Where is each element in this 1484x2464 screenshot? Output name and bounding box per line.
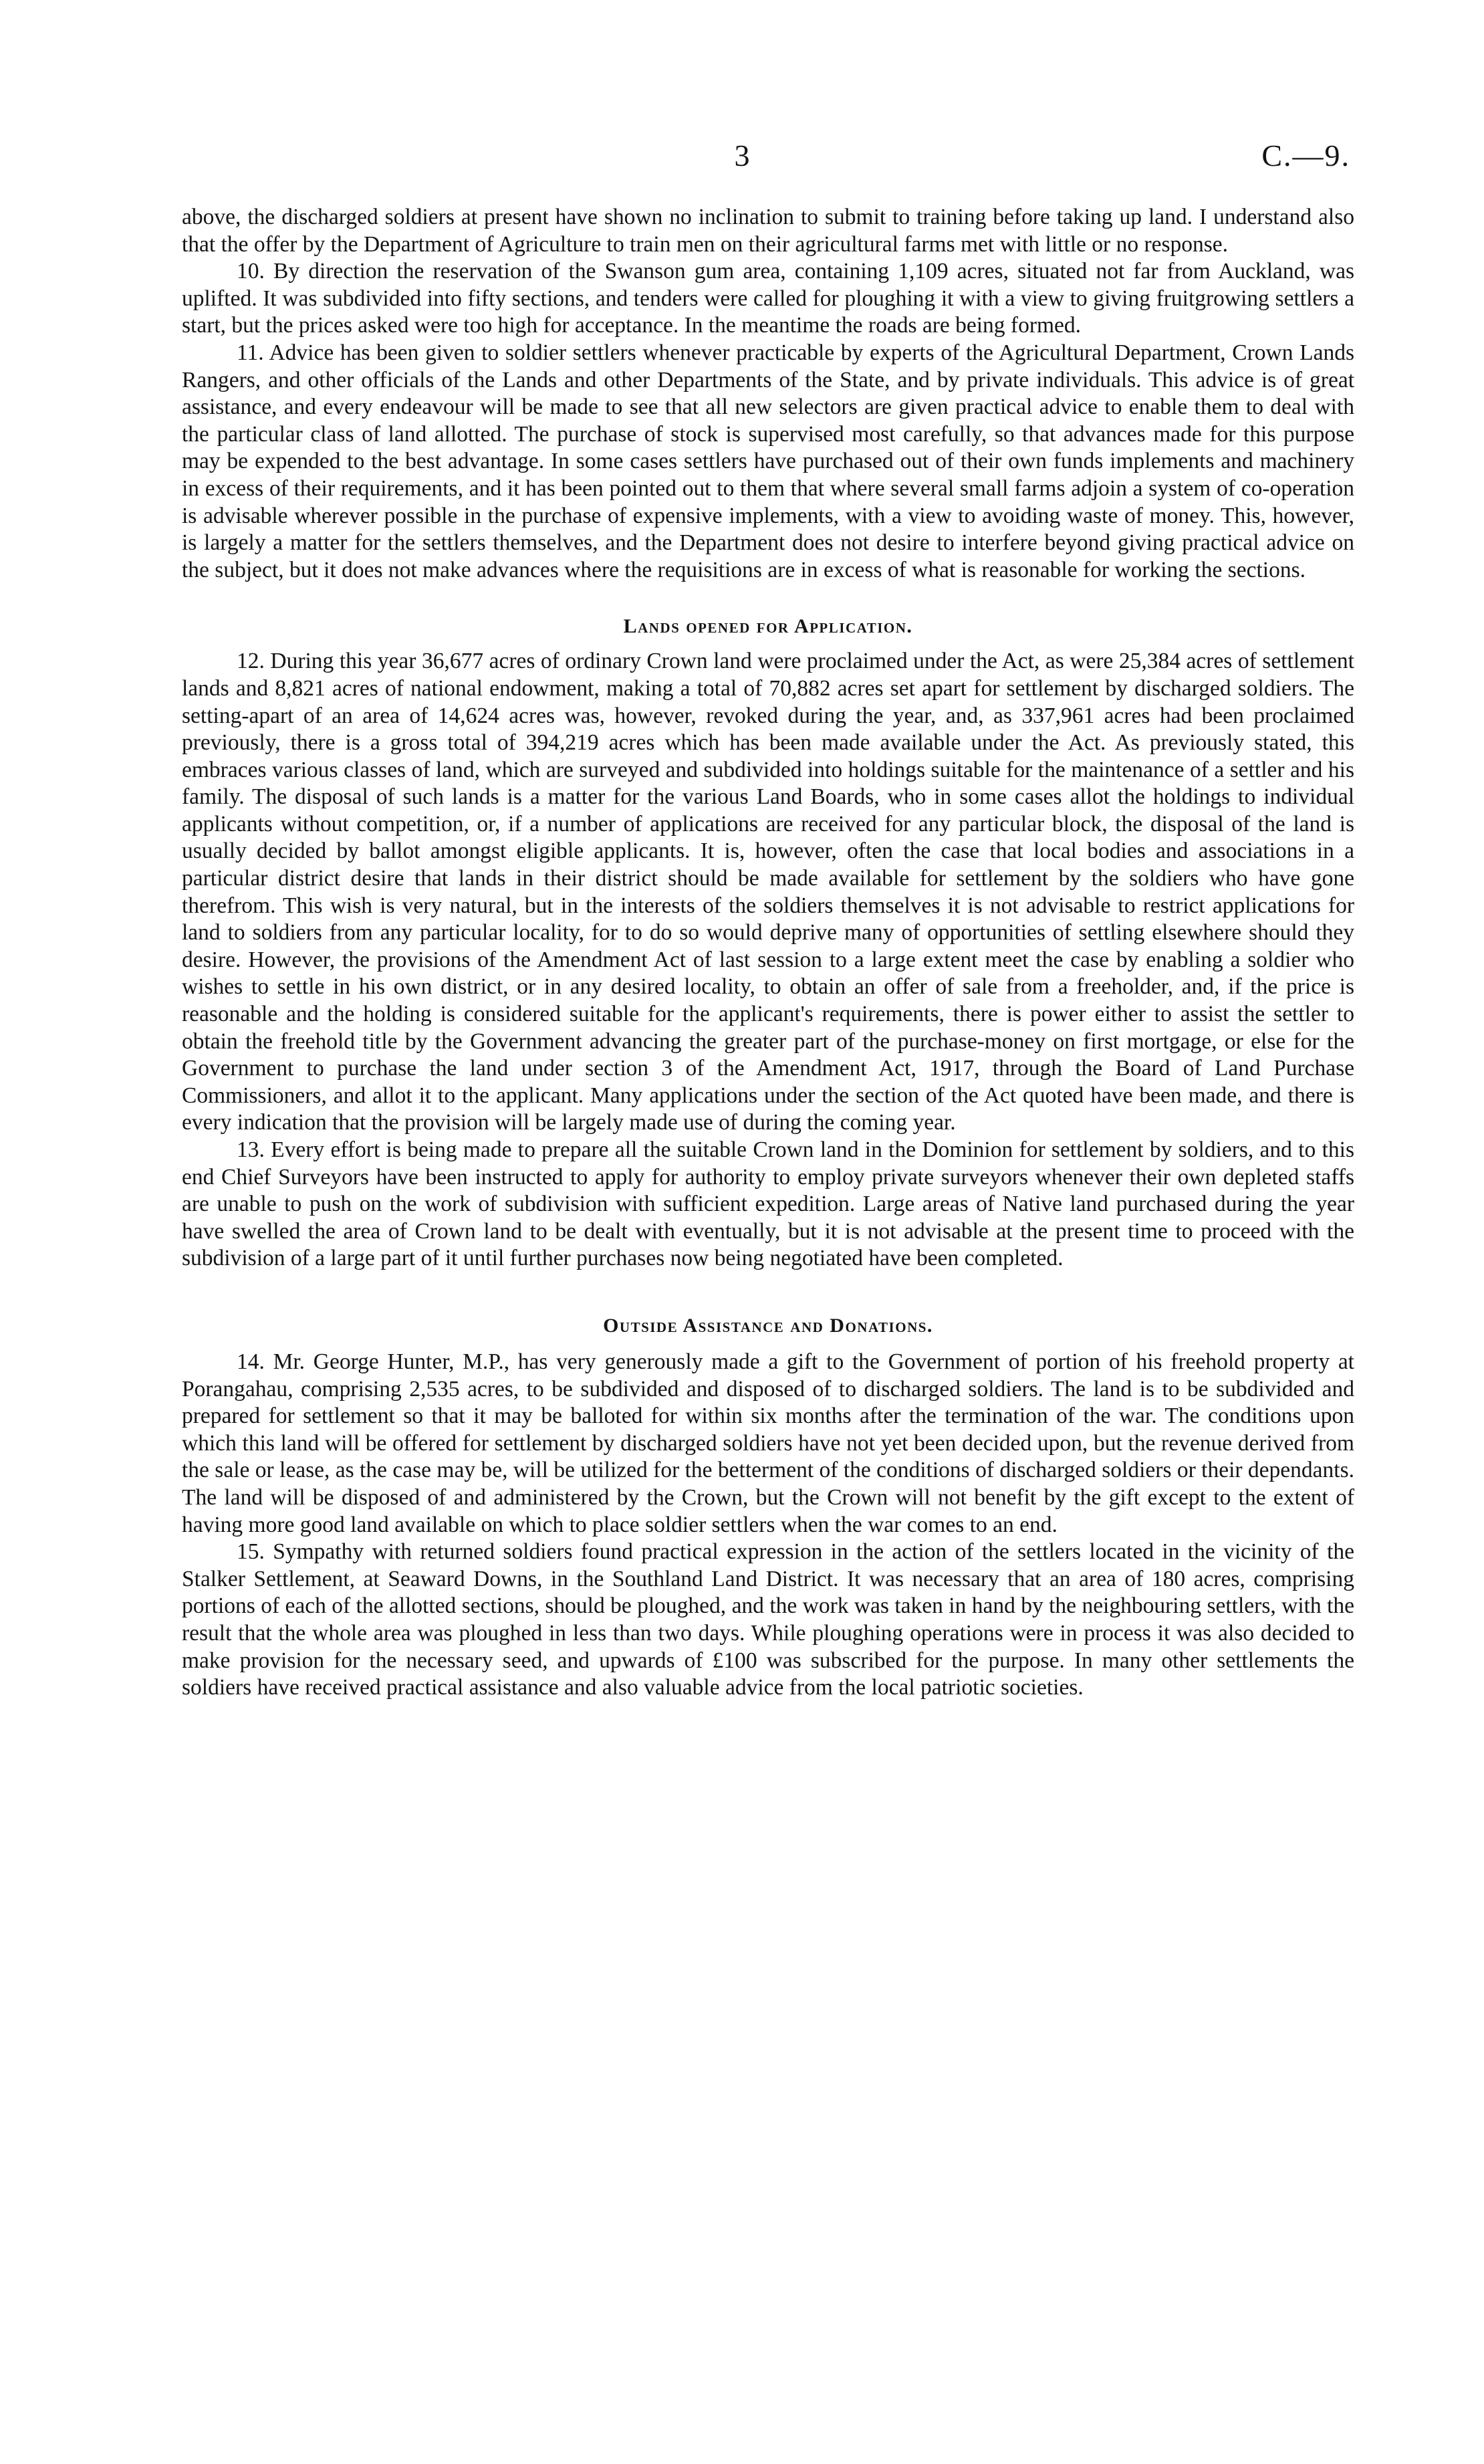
- paragraph-10: 10. By direction the reservation of the Swanson gum area, containing 1,109 acres, situated not far from Auckland, was uplifted. It was subdivided into fifty sections, and tenders were called for ploughing it with a view to giving fruitgrowing settlers a start, but the prices asked were too high for acceptance. In the meantime the roads are being formed.: [182, 259, 1354, 338]
- paragraph-11: 11. Advice has been given to soldier settlers whenever practicable by experts of the Agricultural Department, Crown Lands Rangers, and other officials of the Lands and other Departments of the State, and by private individuals. This advice is of great assistance, and every endeavour will be made to see that all new selectors are given practical advice to enable them to deal with the particular class of land allotted. The purchase of stock is supervised most carefully, so that advances made for this purpose may be expended to the best advantage. In some cases settlers have purchased out of their own funds implements and machinery in excess of their requirements, and it has been pointed out to them that where several small farms adjoin a system of co-operation is advisable wherever possible in the purchase of expensive implements, with a view to avoiding waste of money. This, however, is largely a matter for the settlers themselves, and the Department does not desire to interfere beyond giving practical advice on the subject, but it does not make advances where the requisitions are in excess of what is reasonable for working the sections.: [182, 340, 1354, 582]
- body-text: [182, 204, 1354, 1702]
- paragraph-12: 12. During this year 36,677 acres of ordinary Crown land were proclaimed under the Act, as were 25,384 acres of settlement lands and 8,821 acres of national endowment, making a total of 70,882 acres set apart for settlement by discharged soldiers. The setting-apart of an area of 14,624 acres was, however, revoked during the year, and, as 337,961 acres had been proclaimed previously, there is a gross total of 394,219 acres which has been made available under the Act. As previously stated, this embraces various classes of land, which are surveyed and subdivided into holdings suitable for the maintenance of a settler and his family. The disposal of such lands is a matter for the various Land Boards, who in some cases allot the holdings to individual applicants without competition, or, if a number of applications are received for any particular block, the disposal of the land is usually decided by ballot amongst eligible applicants. It is, however, often the case that local bodies and associations in a particular district desire that lands in their district should be made available for settlement by the soldiers who have gone therefrom. This wish is very natural, but in the interests of the soldiers themselves it is not advisable to restrict applications for land to soldiers from any particular locality, for to do so would deprive many of opportunities of settling elsewhere should they desire. However, the provisions of the Amendment Act of last session to a large extent meet the case by enabling a soldier who wishes to settle in his own district, or in any desired locality, to obtain an offer of sale from a freeholder, and, if the price is reasonable and the holding is considered suitable for the applicant's requirements, there is power either to assist the settler to obtain the freehold title by the Government advancing the greater part of the purchase-money on first mortgage, or else for the Government to purchase the land under section 3 of the Amendment Act, 1917, through the Board of Land Purchase Commissioners, and allot it to the applicant. Many applications under the section of the Act quoted have been made, and there is every indication that the provision will be largely made use of during the coming year.: [182, 649, 1354, 1135]
- paragraph-continued: above, the discharged soldiers at present have shown no inclination to submit to training before taking up land. I understand also that the offer by the Department of Agriculture to train men on their agricultural farms met with little or no response.: [182, 205, 1354, 257]
- section-heading-outside-assistance: Outside Assistance and Donations.: [603, 1314, 933, 1337]
- paragraph-13: 13. Every effort is being made to prepare all the suitable Crown land in the Dominion for settlement by soldiers, and to this end Chief Surveyors have been instructed to apply for authority to employ private surveyors whenever their own depleted staffs are unable to push on the work of subdivision with sufficient expedition. Large areas of Native land purchased during the year have swelled the area of Crown land to be dealt with eventually, but it is not advisable at the present time to proceed with the subdivision of a large part of it until further purchases now being negotiated have been completed.: [182, 1137, 1354, 1271]
- section-heading-lands-opened: Lands opened for Application.: [623, 615, 913, 638]
- paragraph-15: 15. Sympathy with returned soldiers found practical expression in the action of the settlers located in the vicinity of the Stalker Settlement, at Seaward Downs, in the Southland Land District. It was necessary that an area of 180 acres, comprising portions of each of the allotted sections, should be ploughed, and the work was taken in hand by the neighbouring settlers, with the result that the whole area was ploughed in less than two days. While ploughing operations were in process it was also decided to make provision for the necessary seed, and upwards of £100 was subscribed for the purpose. In many other settlements the soldiers have received practical assistance and also valuable advice from the local patriotic societies.: [182, 1539, 1354, 1700]
- page-number: 3: [734, 138, 750, 173]
- document-code: C.—9.: [1261, 138, 1350, 173]
- paragraph-14: 14. Mr. George Hunter, M.P., has very generously made a gift to the Government of portion of his freehold property at Porangahau, comprising 2,535 acres, to be subdivided and disposed of to discharged soldiers. The land is to be subdivided and prepared for settlement so that it may be balloted for within six months after the termination of the war. The conditions upon which this land will be offered for settlement by discharged soldiers have not yet been decided upon, but the revenue derived from the sale or lease, as the case may be, will be utilized for the betterment of the conditions of discharged soldiers or their dependants. The land will be disposed of and administered by the Crown, but the Crown will not benefit by the gift except to the extent of having more good land available on which to place soldier settlers when the war comes to an end.: [182, 1349, 1354, 1537]
